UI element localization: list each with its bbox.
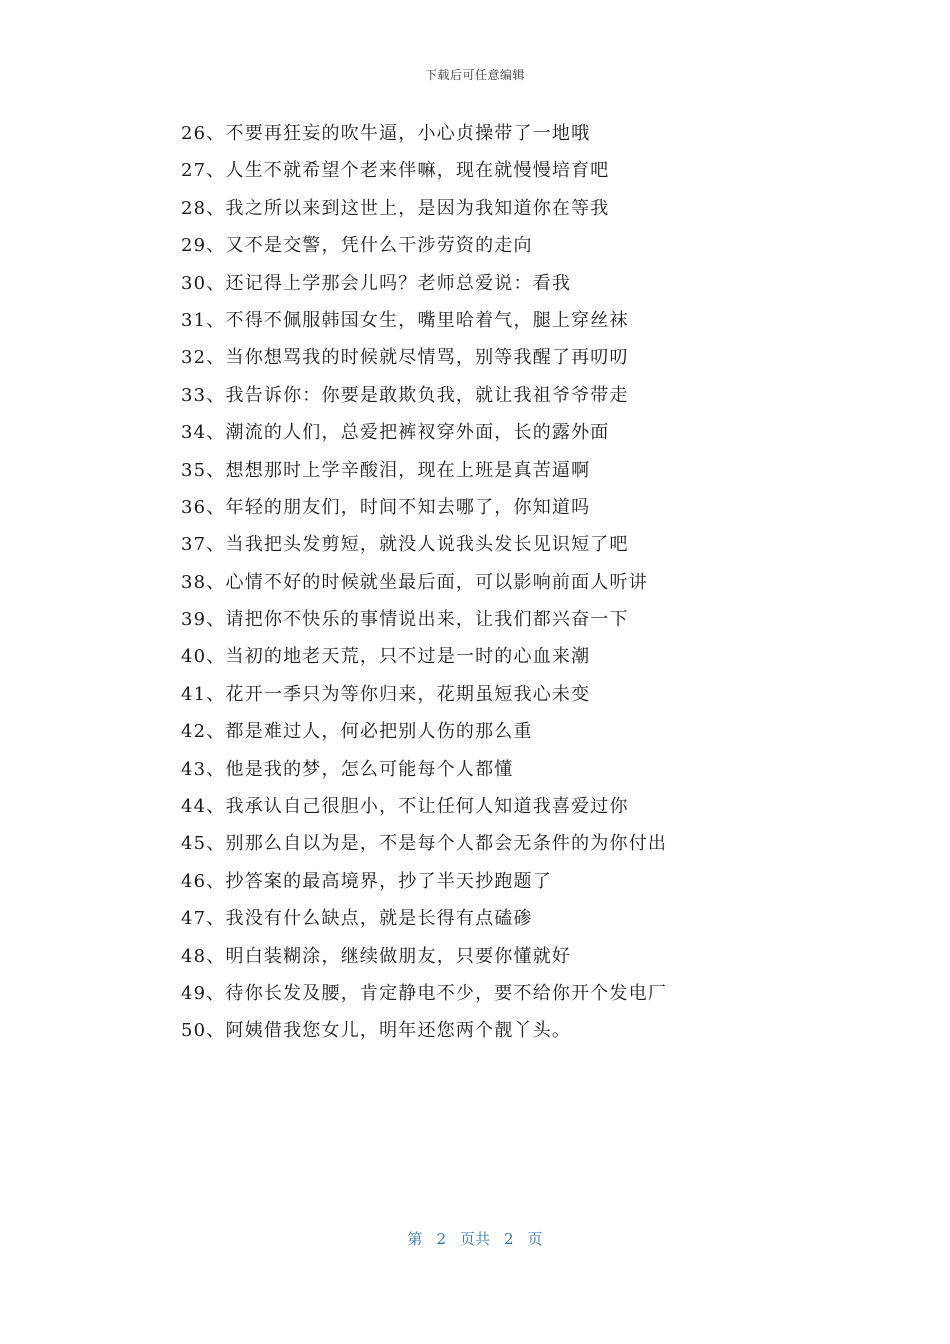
header-note: 下载后可任意编辑 [424,68,525,82]
list-item: 27、人生不就希望个老来伴嘛，现在就慢慢培育吧 [181,160,610,182]
list-item: 28、我之所以来到这世上，是因为我知道你在等我 [181,197,610,219]
list-item: 31、不得不佩服韩国女生，嘴里哈着气，腿上穿丝袜 [181,309,629,331]
list-item: 39、请把你不快乐的事情说出来，让我们都兴奋一下 [181,609,629,631]
list-item: 41、花开一季只为等你归来，花期虽短我心未变 [181,683,591,705]
list-item: 26、不要再狂妄的吹牛逼，小心贞操带了一地哦 [181,123,591,144]
list-item: 40、当初的地老天荒，只不过是一时的心血来潮 [181,646,591,668]
list-item: 42、都是难过人，何必把别人伤的那么重 [181,721,533,743]
list-item: 50、阿姨借我您女儿，明年还您两个靓丫头。 [181,1020,572,1042]
list-item: 36、年轻的朋友们，时间不知去哪了，你知道吗 [181,496,591,518]
list-item: 32、当你想骂我的时候就尽情骂，别等我醒了再叨叨 [181,347,629,369]
list-item: 33、我告诉你：你要是敢欺负我，就让我祖爷爷带走 [181,384,629,406]
list-item: 29、又不是交警，凭什么干涉劳资的走向 [181,235,533,257]
page-number-footer [0,1228,950,1249]
list-item: 38、心情不好的时候就坐最后面，可以影响前面人听讲 [181,571,648,593]
list-item: 37、当我把头发剪短，就没人说我头发长见识短了吧 [181,534,629,556]
page-label-suffix: 页 [527,1230,543,1248]
list-item: 34、潮流的人们，总爱把裤衩穿外面，长的露外面 [181,422,610,444]
list-item: 30、还记得上学那会儿吗？老师总爱说：看我 [181,272,572,294]
list-item: 47、我没有什么缺点，就是长得有点磕碜 [181,908,533,930]
list-item: 43、他是我的梦，怎么可能每个人都懂 [181,758,514,780]
joke-line-list [181,119,667,1054]
list-item: 35、想想那时上学辛酸泪，现在上班是真苦逼啊 [181,459,591,481]
list-item: 46、抄答案的最高境界，抄了半天抄跑题了 [181,870,552,892]
list-item: 49、待你长发及腰，肯定静电不少，要不给你开个发电厂 [181,982,668,1004]
list-item: 44、我承认自己很胆小，不让任何人知道我喜爱过你 [181,796,629,818]
page-total: 2 [504,1230,514,1248]
page-label-mid: 页共 [459,1230,490,1248]
list-item: 45、别那么自以为是，不是每个人都会无条件的为你付出 [181,833,668,855]
page-current: 2 [436,1230,446,1248]
list-item: 48、明白装糊涂，继续做朋友，只要你懂就好 [181,945,572,967]
page-label-prefix: 第 [407,1230,423,1248]
